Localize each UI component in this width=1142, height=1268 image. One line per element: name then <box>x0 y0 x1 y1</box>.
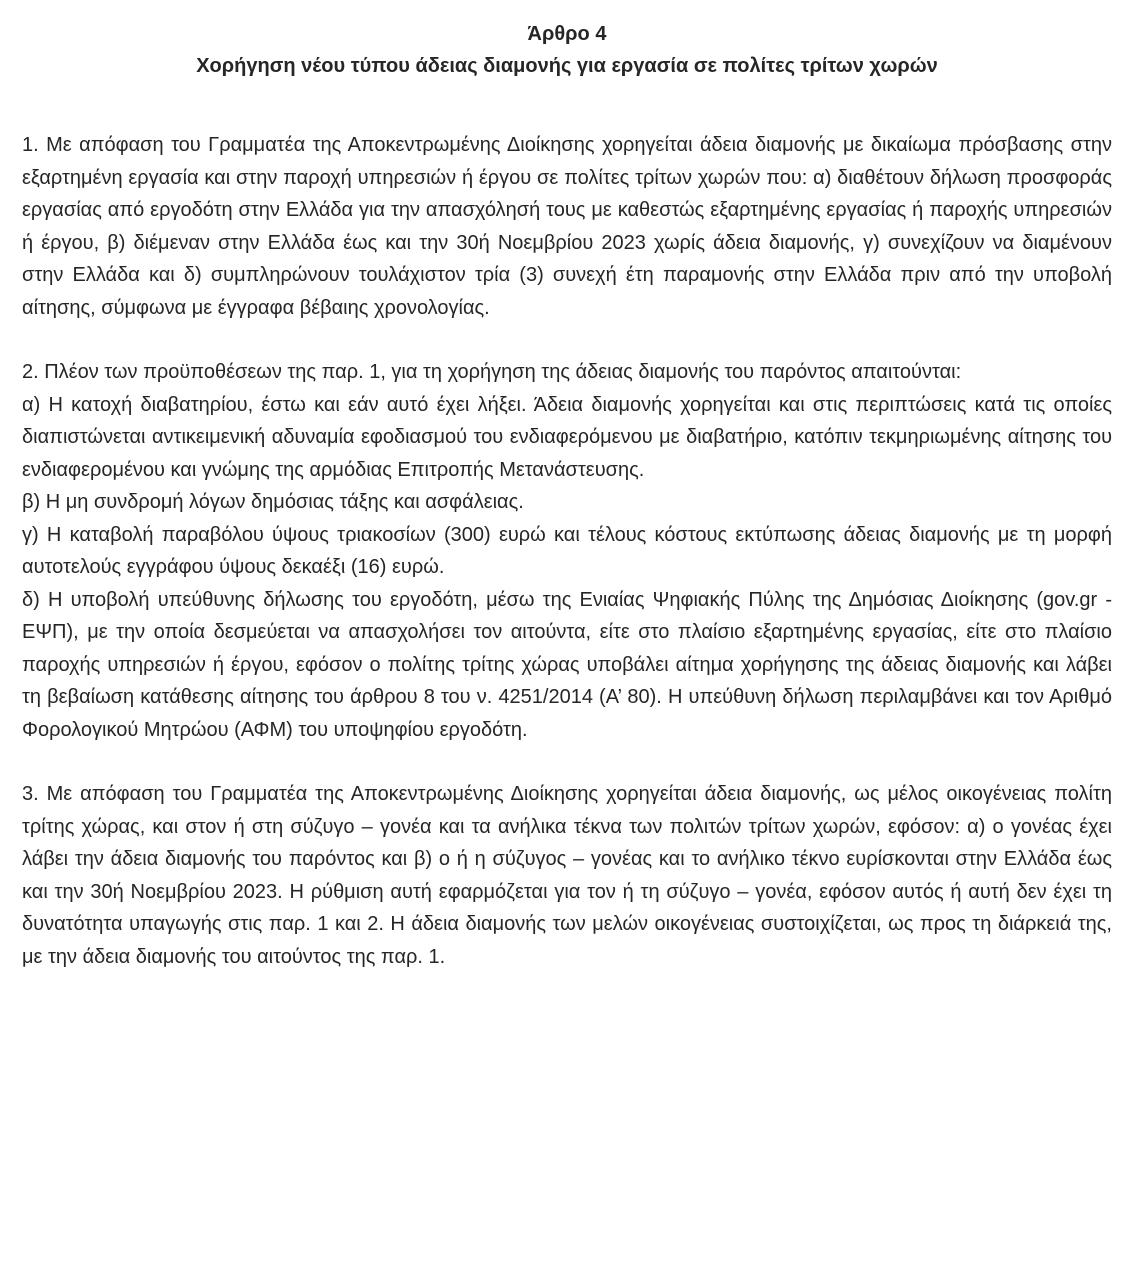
paragraph-2-intro: 2. Πλέον των προϋποθέσεων της παρ. 1, για τη χορήγηση της άδειας διαμονής του παρόντος απαιτούνται: <box>22 361 962 383</box>
article-number: Άρθρο 4 <box>527 23 607 45</box>
article-title: Χορήγηση νέου τύπου άδειας διαμονής για εργασία σε πολίτες τρίτων χωρών <box>196 55 938 77</box>
paragraph-2-item-b: β) Η μη συνδρομή λόγων δημόσιας τάξης και ασφάλειας. <box>22 491 524 513</box>
paragraph-2-item-a: α) Η κατοχή διαβατηρίου, έστω και εάν αυτό έχει λήξει. Άδεια διαμονής χορηγείται και στις περιπτώσεις κατά τις οποίες διαπιστώνεται αντικειμενική αδυναμία εφοδιασμού του ενδιαφερόμενου με διαβατήριο, κατόπιν τεκμηριωμένης αίτησης του ενδιαφερομένου και γνώμης της αρμόδιας Επιτροπής Μετανάστευσης. <box>22 393 1112 481</box>
paragraph-2-item-d: δ) Η υποβολή υπεύθυνης δήλωσης του εργοδότη, μέσω της Ενιαίας Ψηφιακής Πύλης της Δημόσιας Διοίκησης (gov.gr - ΕΨΠ), με την οποία δεσμεύεται να απασχολήσει τον αιτούντα, είτε στο πλαίσιο εξαρτημένης εργασίας, είτε στο πλαίσιο παροχής υπηρεσιών ή έργου, εφόσον ο πολίτης τρίτης χώρας υποβάλει αίτημα χορήγησης της άδειας διαμονής και λάβει τη βεβαίωση κατάθεσης αίτησης του άρθρου 8 του ν. 4251/2014 (Α’ 80). Η υπεύθυνη δήλωση περιλαμβάνει και τον Αριθμό Φορολογικού Μητρώου (ΑΦΜ) του υποψηφίου εργοδότη. <box>22 588 1112 741</box>
paragraph-3: 3. Με απόφαση του Γραμματέα της Αποκεντρωμένης Διοίκησης χορηγείται άδεια διαμονής, ως μέλος οικογένειας πολίτη τρίτης χώρας, και στον ή στη σύζυγο – γονέα και τα ανήλικα τέκνα των πολιτών τρίτων χωρών, εφόσον: α) ο γονέας έχει λάβει την άδεια διαμονής του παρόντος και β) ο ή η σύζυγος – γονέας και το ανήλικο τέκνο ευρίσκονται στην Ελλάδα έως και την 30ή Νοεμβρίου 2023. Η ρύθμιση αυτή εφαρμόζεται για τον ή τη σύζυγο – γονέα, εφόσον αυτός ή αυτή δεν έχει τη δυνατότητα υπαγωγής στις παρ. 1 και 2. Η άδεια διαμονής των μελών οικογένειας συστοιχίζεται, ως προς τη διάρκειά της, με την άδεια διαμονής του αιτούντος της παρ. 1. <box>22 783 1112 968</box>
paragraph-2-item-c: γ) Η καταβολή παραβόλου ύψους τριακοσίων (300) ευρώ και τέλους κόστους εκτύπωσης άδειας διαμονής με τη μορφή αυτοτελούς εγγράφου ύψους δεκαέξι (16) ευρώ. <box>22 523 1112 578</box>
paragraph-1: 1. Με απόφαση του Γραμματέα της Αποκεντρωμένης Διοίκησης χορηγείται άδεια διαμονής με δικαίωμα πρόσβασης στην εξαρτημένη εργασία και στην παροχή υπηρεσιών ή έργου σε πολίτες τρίτων χωρών που: α) διαθέτουν δήλωση προσφοράς εργασίας από εργοδότη στην Ελλάδα για την απασχόλησή τους με καθεστώς εξαρτημένης εργασίας ή παροχής υπηρεσιών ή έργου, β) διέμεναν στην Ελλάδα έως και την 30ή Νοεμβρίου 2023 χωρίς άδεια διαμονής, γ) συνεχίζουν να διαμένουν στην Ελλάδα και δ) συμπληρώνουν τουλάχιστον τρία (3) συνεχή έτη παραμονής στην Ελλάδα πριν από την υποβολή αίτησης, σύμφωνα με έγγραφα βέβαιης χρονολογίας. <box>22 134 1112 319</box>
paragraph-2 <box>22 356 1112 746</box>
